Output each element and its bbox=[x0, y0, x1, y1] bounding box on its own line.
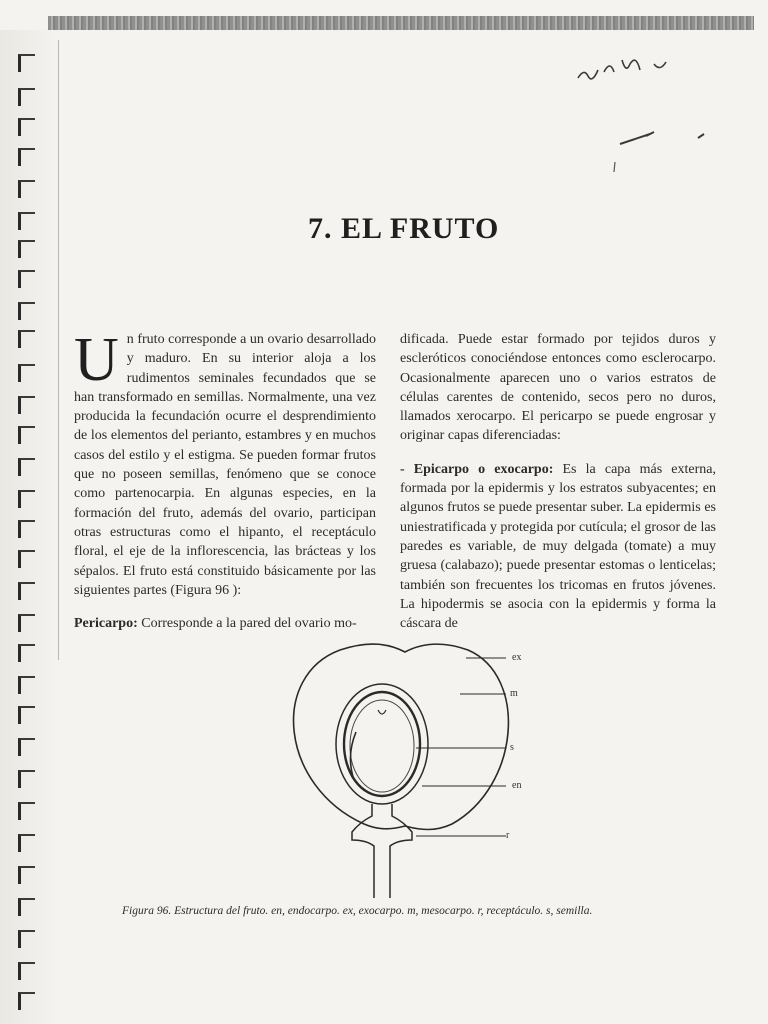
text-column-left bbox=[74, 326, 376, 633]
binding-mark bbox=[18, 88, 35, 106]
binding-mark bbox=[18, 240, 35, 258]
binding-mark bbox=[18, 180, 35, 198]
binding-margin bbox=[0, 30, 60, 1024]
intro-paragraph bbox=[74, 326, 376, 600]
binding-mark bbox=[18, 118, 35, 136]
label-m: m bbox=[510, 688, 518, 699]
continuation-paragraph: dificada. Puede estar formado por tejidos duros y escleróticos conociéndose entonces como esclerocarpo. Ocasionalmente aparecen uno o varios estratos de células carentes de contenido, secos pero no duros, llamados xerocarpo. El pericarpo se puede engrosar y originar capas diferenciadas: bbox=[400, 332, 716, 444]
intro-text: n fruto corresponde a un ovario desarrollado y maduro. En su interior aloja a los rudimentos seminales fecundados que se han transformado en semillas. Normalmente, una vez producida la fecundación ocurre el desprendimiento de los elementos del perianto, estambres y en muchos casos del estilo y el estigma. Se pueden formar frutos que no poseen semillas, fenómeno que se conoce como partenocarpia. En algunas especies, en la formación del fruto, además del ovario, participan otras estructuras como el hipanto, el receptáculo floral, el eje de la inflorescencia, las brácteas y los sépalos. El fruto está constituido básicamente por las siguientes partes (Figura 96 ): bbox=[74, 332, 376, 598]
binding-mark bbox=[18, 706, 35, 724]
binding-mark bbox=[18, 490, 35, 508]
binding-mark bbox=[18, 330, 35, 348]
binding-mark bbox=[18, 302, 35, 320]
pericarpo-text: Corresponde a la pared del ovario mo- bbox=[137, 616, 357, 632]
label-ex: ex bbox=[512, 652, 522, 663]
binding-mark bbox=[18, 458, 35, 476]
binding-mark bbox=[18, 898, 35, 916]
pericarpo-paragraph bbox=[74, 614, 376, 633]
binding-mark bbox=[18, 364, 35, 382]
binding-mark bbox=[18, 212, 35, 230]
binding-mark bbox=[18, 520, 35, 538]
binding-mark bbox=[18, 614, 35, 632]
label-s: s bbox=[510, 742, 514, 753]
epicarpo-text: Es la capa más externa, formada por la epidermis y los estratos subyacentes; en algunos frutos se puede presentar suber. La epidermis es uniestratificada y protegida por cutícula; el grosor de las paredes es variable, de muy delgada (tomate) a muy gruesa (calabazo); puede presentar estomas o lenticelas; también son frecuentes los tricomas en frutos jóvenes. La hipodermis se asocia con la epidermis y forma la cáscara de bbox=[400, 461, 716, 632]
fruit-structure-figure bbox=[270, 636, 570, 898]
binding-mark bbox=[18, 992, 35, 1010]
text-column-right bbox=[400, 330, 716, 633]
handwritten-annotation bbox=[570, 50, 710, 180]
page-title: 7. EL FRUTO bbox=[308, 212, 500, 245]
epicarpo-term: - Epicarpo o exocarpo: bbox=[400, 461, 554, 477]
binding-mark bbox=[18, 148, 35, 166]
binding-mark bbox=[18, 426, 35, 444]
fruit-diagram bbox=[270, 636, 570, 898]
exocarp-outline bbox=[294, 644, 509, 829]
seed-embryo bbox=[378, 710, 386, 714]
pericarpo-term: Pericarpo: bbox=[74, 616, 138, 632]
binding-mark bbox=[18, 270, 35, 288]
label-r: r bbox=[506, 830, 510, 841]
drop-cap: U bbox=[74, 326, 119, 394]
binding-mark bbox=[18, 676, 35, 694]
binding-mark bbox=[18, 582, 35, 600]
binding-mark bbox=[18, 834, 35, 852]
binding-mark bbox=[18, 802, 35, 820]
endocarp-inner bbox=[344, 692, 420, 796]
margin-rule bbox=[58, 40, 59, 660]
label-en: en bbox=[512, 780, 522, 791]
receptacle-stalk bbox=[352, 804, 412, 898]
figure-caption: Figura 96. Estructura del fruto. en, endocarpo. ex, exocarpo. m, mesocarpo. r, receptáculo. s, semilla. bbox=[122, 905, 593, 917]
binding-mark bbox=[18, 54, 35, 72]
binding-mark bbox=[18, 930, 35, 948]
binding-mark bbox=[18, 770, 35, 788]
binding-mark bbox=[18, 396, 35, 414]
binding-mark bbox=[18, 962, 35, 980]
seed-coat-mark bbox=[350, 732, 356, 780]
epicarpo-paragraph bbox=[400, 460, 716, 634]
binding-mark bbox=[18, 644, 35, 662]
binding-mark bbox=[18, 866, 35, 884]
scan-top-strip bbox=[48, 16, 754, 30]
binding-mark bbox=[18, 550, 35, 568]
binding-mark bbox=[18, 738, 35, 756]
